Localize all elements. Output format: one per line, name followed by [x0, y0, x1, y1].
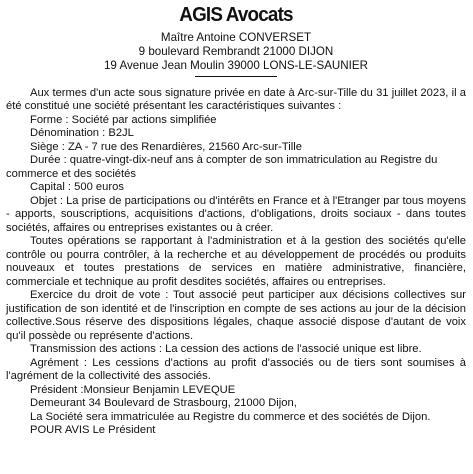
paragraph-capital: Capital : 500 euros [30, 181, 124, 194]
notice-header [6, 31, 466, 74]
paragraph-operations: Toutes opérations se rapportant à l'administration et à la gestion des sociétés qu'elle contrôle ou pourra contrôler, à la recherche et au développement de procédés ou produits nouveaux et toutes prestations de services en matière administrative, financière, commerciale et technique au profit desdites sociétés, affaires ou entreprises. [6, 235, 466, 288]
paragraph-denomination: Dénomination : B2JL [30, 127, 134, 140]
paragraph-intro: Aux termes d'un acte sous signature privée en date à Arc-sur-Tille du 31 juillet 2023, il a été constitué une société présentant les caractéristiques suivantes : [6, 86, 466, 113]
header-line-lawyer: Maître Antoine CONVERSET [160, 31, 312, 44]
paragraph-demeurant: Demeurant 34 Boulevard de Strasbourg, 21000 Dijon, [30, 397, 297, 410]
paragraph-droit-de-vote: Exercice du droit de vote : Tout associé peut participer aux décisions collectives sur justification de son identité et de l'inscription en compte de ses actions au jour de la décision collective.Sous réserve des dispositions légales, chaque associé dispose d'autant de voix qu'il possède ou représente d'actions. [6, 289, 466, 342]
header-line-lons-address: 19 Avenue Jean Moulin 39000 LONS-LE-SAUNIER [103, 59, 369, 73]
paragraph-pour-avis: POUR AVIS Le Président [30, 424, 156, 437]
paragraph-president: Président :Monsieur Benjamin LEVEQUE [30, 383, 236, 396]
paragraph-duree: Durée : quatre-vingt-dix-neuf ans à compter de son immatriculation au Registre du commerce et des sociétés [6, 154, 438, 180]
paragraph-agrement: Agrément : Les cessions d'actions au profit d'associés ou de tiers sont soumises à l'agrément de la collectivité des associés. [6, 356, 466, 383]
paragraph-objet: Objet : La prise de participations ou d'intérêts en France et à l'Etranger par tous moyens - apports, souscriptions, acquisitions d'actions, d'obligations, droits sociaux - dans toutes sociétés, affaires ou entreprises existantes ou à créer. [6, 194, 466, 234]
notice-body [6, 87, 466, 438]
paragraph-siege: Siège : ZA - 7 rue des Renardières, 21560 Arc-sur-Tille [30, 140, 302, 153]
header-divider [195, 76, 277, 77]
header-line-dijon-address: 9 boulevard Rembrandt 21000 DIJON [138, 45, 334, 59]
paragraph-transmission: Transmission des actions : La cession des actions de l'associé unique est libre. [30, 343, 422, 356]
notice-title: AGIS Avocats [179, 3, 293, 26]
paragraph-immatriculation: La Société sera immatriculée au Registre du commerce et des sociétés de Dijon. [30, 410, 431, 423]
paragraph-forme: Forme : Société par actions simplifiée [30, 113, 217, 126]
